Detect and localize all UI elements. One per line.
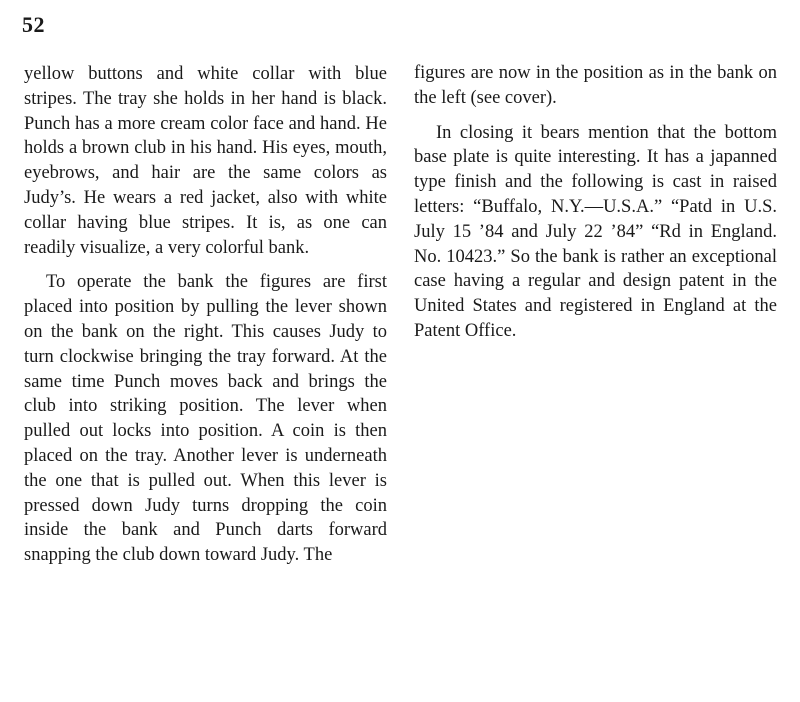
paragraph-base-plate: In closing it bears mention that the bottom base plate is quite interesting. It has a japanned type finish and the following is cast in raised letters: “Buffalo, N.Y.—U.S.A.” “Patd in U.S. July 15 ’84 and July 22 ’84” “Rd in England. No. 10423.” So the bank is rather an exceptional case having a regular and design patent in the United States and registered in England at the Patent Office. [414,122,777,341]
right-column [414,61,777,344]
paragraph-continuation: figures are now in the position as in the bank on the left (see cover). [414,63,777,108]
paragraph-colors: yellow buttons and white collar with blue stripes. The tray she holds in her hand is black. Punch has a more cream color face and hand. He holds a brown club in his hand. His eyes, mouth, eyebrows, and hair are the same colors as Judy’s. He wears a red jacket, also with white collar having blue stripes. It is, as one can readily visualize, a very colorful bank. [24,64,387,258]
paragraph-operation: To operate the bank the figures are first placed into position by pulling the lever shown on the bank on the right. This causes Judy to turn clockwise bringing the tray forward. At the same time Punch moves back and brings the club into striking position. The lever when pulled out locks into position. A coin is then placed on the tray. Another lever is underneath the one that is pulled out. When this lever is pressed down Judy turns dropping the coin inside the bank and Punch darts forward snapping the club down toward Judy. The [24,272,387,566]
page-number: 52 [22,12,45,37]
left-column [24,62,387,568]
